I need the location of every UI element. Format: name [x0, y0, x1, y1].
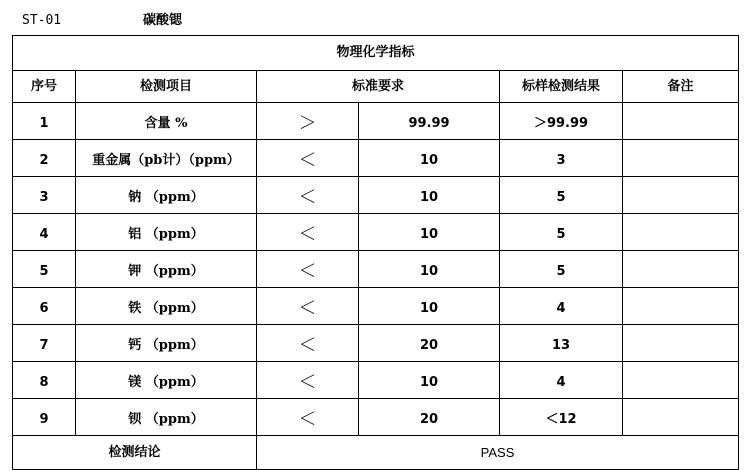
col-header-result: 标样检测结果 [500, 71, 623, 103]
row-operator: ＞ [257, 103, 359, 140]
row-note [623, 177, 739, 214]
row-number: 7 [13, 325, 76, 362]
row-limit: 10 [359, 177, 500, 214]
table-row [13, 214, 739, 251]
row-item: 钡 （ppm） [76, 399, 257, 436]
col-header-no: 序号 [13, 71, 76, 103]
row-note [623, 251, 739, 288]
row-item: 钾 （ppm） [76, 251, 257, 288]
row-note [623, 288, 739, 325]
row-result: 4 [500, 288, 623, 325]
table-row [13, 325, 739, 362]
row-note [623, 103, 739, 140]
row-result: 3 [500, 140, 623, 177]
row-limit: 10 [359, 140, 500, 177]
row-note [623, 140, 739, 177]
row-number: 1 [13, 103, 76, 140]
row-limit: 99.99 [359, 103, 500, 140]
table-title-row [13, 36, 739, 71]
row-operator: ＜ [257, 399, 359, 436]
row-item: 铝 （ppm） [76, 214, 257, 251]
product-name: 碳酸锶 [143, 13, 183, 28]
row-limit: 20 [359, 325, 500, 362]
row-result: ＜12 [500, 399, 623, 436]
row-operator: ＜ [257, 177, 359, 214]
conclusion-row [13, 436, 739, 470]
table-row [13, 140, 739, 177]
row-note [623, 362, 739, 399]
table-title: 物理化学指标 [13, 36, 739, 71]
row-note [623, 399, 739, 436]
col-header-note: 备注 [623, 71, 739, 103]
row-operator: ＜ [257, 362, 359, 399]
row-operator: ＜ [257, 251, 359, 288]
row-number: 6 [13, 288, 76, 325]
table-row [13, 103, 739, 140]
row-operator: ＜ [257, 140, 359, 177]
row-number: 4 [13, 214, 76, 251]
row-limit: 10 [359, 288, 500, 325]
row-limit: 20 [359, 399, 500, 436]
row-number: 9 [13, 399, 76, 436]
row-number: 3 [13, 177, 76, 214]
table-row [13, 399, 739, 436]
row-result: 4 [500, 362, 623, 399]
row-result: 5 [500, 214, 623, 251]
conclusion-label: 检测结论 [13, 436, 257, 470]
row-number: 2 [13, 140, 76, 177]
table-row [13, 251, 739, 288]
row-item: 钙 （ppm） [76, 325, 257, 362]
row-item: 重金属（pb计）（ppm） [76, 140, 257, 177]
product-code: ST-01 [22, 13, 62, 28]
row-limit: 10 [359, 362, 500, 399]
row-note [623, 214, 739, 251]
col-header-item: 检测项目 [76, 71, 257, 103]
row-operator: ＜ [257, 325, 359, 362]
row-note [623, 325, 739, 362]
table-row [13, 288, 739, 325]
row-limit: 10 [359, 251, 500, 288]
table-header-row [13, 71, 739, 103]
row-item: 钠 （ppm） [76, 177, 257, 214]
table-row [13, 362, 739, 399]
row-operator: ＜ [257, 214, 359, 251]
row-limit: 10 [359, 214, 500, 251]
row-result: 5 [500, 177, 623, 214]
row-operator: ＜ [257, 288, 359, 325]
row-item: 镁 （ppm） [76, 362, 257, 399]
table-row [13, 177, 739, 214]
row-result: 13 [500, 325, 623, 362]
table-body [13, 103, 739, 436]
row-number: 5 [13, 251, 76, 288]
row-number: 8 [13, 362, 76, 399]
conclusion-value: PASS [257, 436, 739, 470]
row-item: 铁 （ppm） [76, 288, 257, 325]
row-result: ＞99.99 [500, 103, 623, 140]
row-result: 5 [500, 251, 623, 288]
row-item: 含量 % [76, 103, 257, 140]
col-header-standard: 标准要求 [257, 71, 500, 103]
spec-table [12, 35, 739, 470]
